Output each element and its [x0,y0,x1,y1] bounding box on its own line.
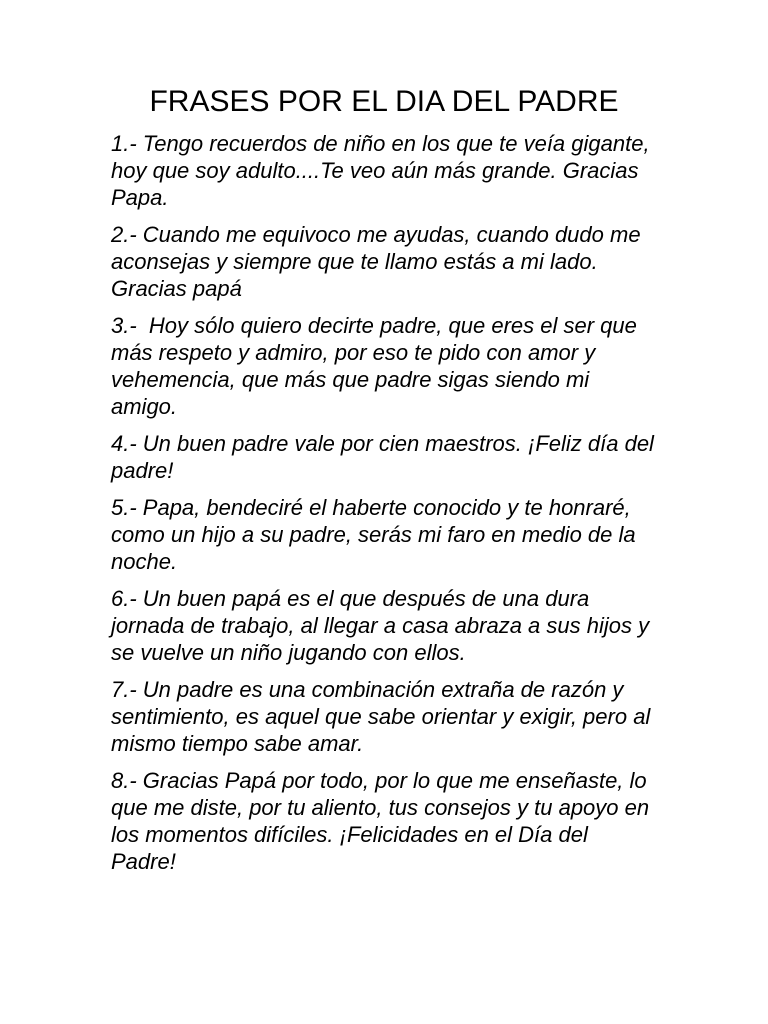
phrase-item: 1.- Tengo recuerdos de niño en los que te veía gigante, hoy que soy adulto....Te veo aún más grande. Gracias Papa. [111,131,656,210]
phrase-item: 3.- Hoy sólo quiero decirte padre, que eres el ser que más respeto y admiro, por eso te pido con amor y vehemencia, que más que padre sigas siendo mi amigo. [111,313,643,419]
phrase-item: 8.- Gracias Papá por todo, por lo que me enseñaste, lo que me diste, por tu aliento, tus consejos y tu apoyo en los momentos difíciles. ¡Felicidades en el Día del Padre! [111,768,656,874]
phrase-list [111,130,661,885]
phrase-item: 7.- Un padre es una combinación extraña de razón y sentimiento, es aquel que sabe orientar y exigir, pero al mismo tiempo sabe amar. [111,677,657,756]
phrase-item: 4.- Un buen padre vale por cien maestros. ¡Feliz día del padre! [111,431,661,483]
phrase-item: 6.- Un buen papá es el que después de una dura jornada de trabajo, al llegar a casa abraza a sus hijos y se vuelve un niño jugando con ellos. [111,586,656,665]
phrase-item: 5.- Papa, bendeciré el haberte conocido y te honraré, como un hijo a su padre, serás mi faro en medio de la noche. [111,495,642,574]
phrase-item: 2.- Cuando me equivoco me ayudas, cuando dudo me aconsejas y siempre que te llamo estás a mi lado. Gracias papá [111,222,647,301]
document-title: FRASES POR EL DIA DEL PADRE [149,85,619,118]
